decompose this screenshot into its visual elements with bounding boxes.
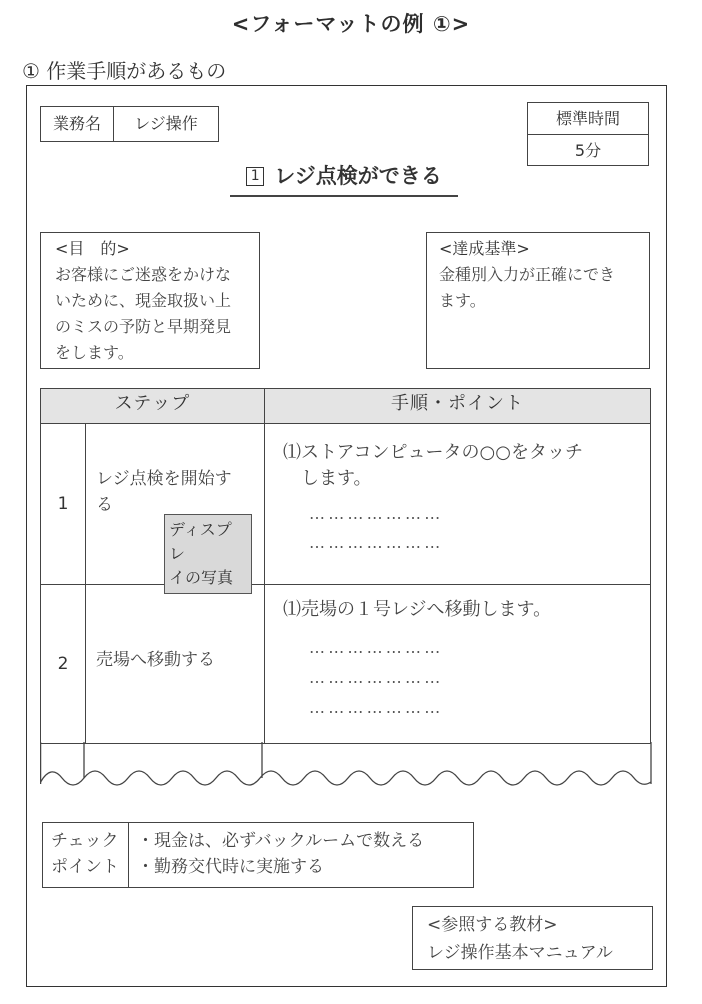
dotted-line: …………………: [309, 533, 444, 552]
section-label: ① 作業手順があるもの: [22, 59, 227, 83]
reference-label: <参照する教材>: [427, 915, 558, 935]
step-label-line: レジ点検を開始す: [96, 469, 232, 489]
task-name-label: 業務名: [41, 107, 114, 141]
procedure-cell: [265, 585, 651, 744]
criteria-box: [426, 232, 650, 369]
purpose-line: いために、現金取扱い上: [55, 291, 232, 310]
purpose-box: [40, 232, 260, 369]
dotted-line: …………………: [309, 668, 444, 687]
purpose-line: お客様にご迷惑をかけな: [55, 265, 232, 284]
step-cell: [86, 585, 265, 744]
reference-value: レジ操作基本マニュアル: [427, 943, 613, 963]
check-point-item: ・勤務交代時に実施する: [137, 857, 324, 877]
criteria-label: <達成基準>: [439, 239, 530, 258]
check-point-label: [43, 823, 129, 887]
dotted-line: …………………: [309, 504, 444, 523]
table-continuation-wave: [40, 742, 652, 794]
steps-table: [40, 388, 651, 744]
page-title: <フォーマットの例 ①>: [231, 12, 471, 36]
table-row: [41, 585, 651, 744]
check-point-item: ・現金は、必ずバックルームで数える: [137, 831, 425, 851]
photo-line: ディスプレ: [169, 520, 232, 563]
header-procedure: 手順・ポイント: [265, 389, 651, 424]
procedure-line: します。: [283, 468, 372, 489]
task-name-box: [40, 106, 219, 142]
standard-time-label: 標準時間: [528, 103, 648, 135]
heading-text: レジ点検ができる: [274, 164, 442, 188]
check-point-items: [129, 823, 473, 887]
reference-box: [412, 906, 653, 970]
task-name-value: レジ操作: [134, 114, 198, 133]
dotted-line: …………………: [309, 698, 444, 717]
check-point-label-line: ポイント: [51, 857, 119, 877]
photo-line: イの写真: [169, 568, 234, 587]
purpose-line: をします。: [55, 343, 134, 362]
purpose-line: のミスの予防と早期発見: [55, 317, 232, 336]
dotted-line: …………………: [309, 638, 444, 657]
standard-time-value: 5分: [574, 141, 602, 160]
header-step: ステップ: [41, 389, 265, 424]
display-photo-placeholder: [164, 514, 252, 594]
procedure-line: ⑴売場の１号レジへ移動します。: [283, 599, 552, 620]
task-heading: [230, 160, 458, 197]
step-number: 2: [41, 585, 86, 744]
procedure-line: ⑴ストアコンピュータの○○をタッチ: [283, 442, 583, 463]
criteria-line: ます。: [439, 291, 486, 310]
table-row: [41, 424, 651, 585]
criteria-line: 金種別入力が正確にでき: [439, 265, 616, 284]
standard-time-box: [527, 102, 649, 166]
step-number: 1: [41, 424, 86, 585]
step-cell: [86, 424, 265, 585]
check-point-box: [42, 822, 474, 888]
procedure-cell: [265, 424, 651, 585]
step-label-line: 売場へ移動する: [96, 650, 215, 670]
heading-number: 1: [246, 167, 264, 186]
step-label-line: る: [96, 495, 113, 515]
check-point-label-line: チェック: [51, 831, 119, 851]
purpose-label: <目 的>: [55, 239, 130, 258]
